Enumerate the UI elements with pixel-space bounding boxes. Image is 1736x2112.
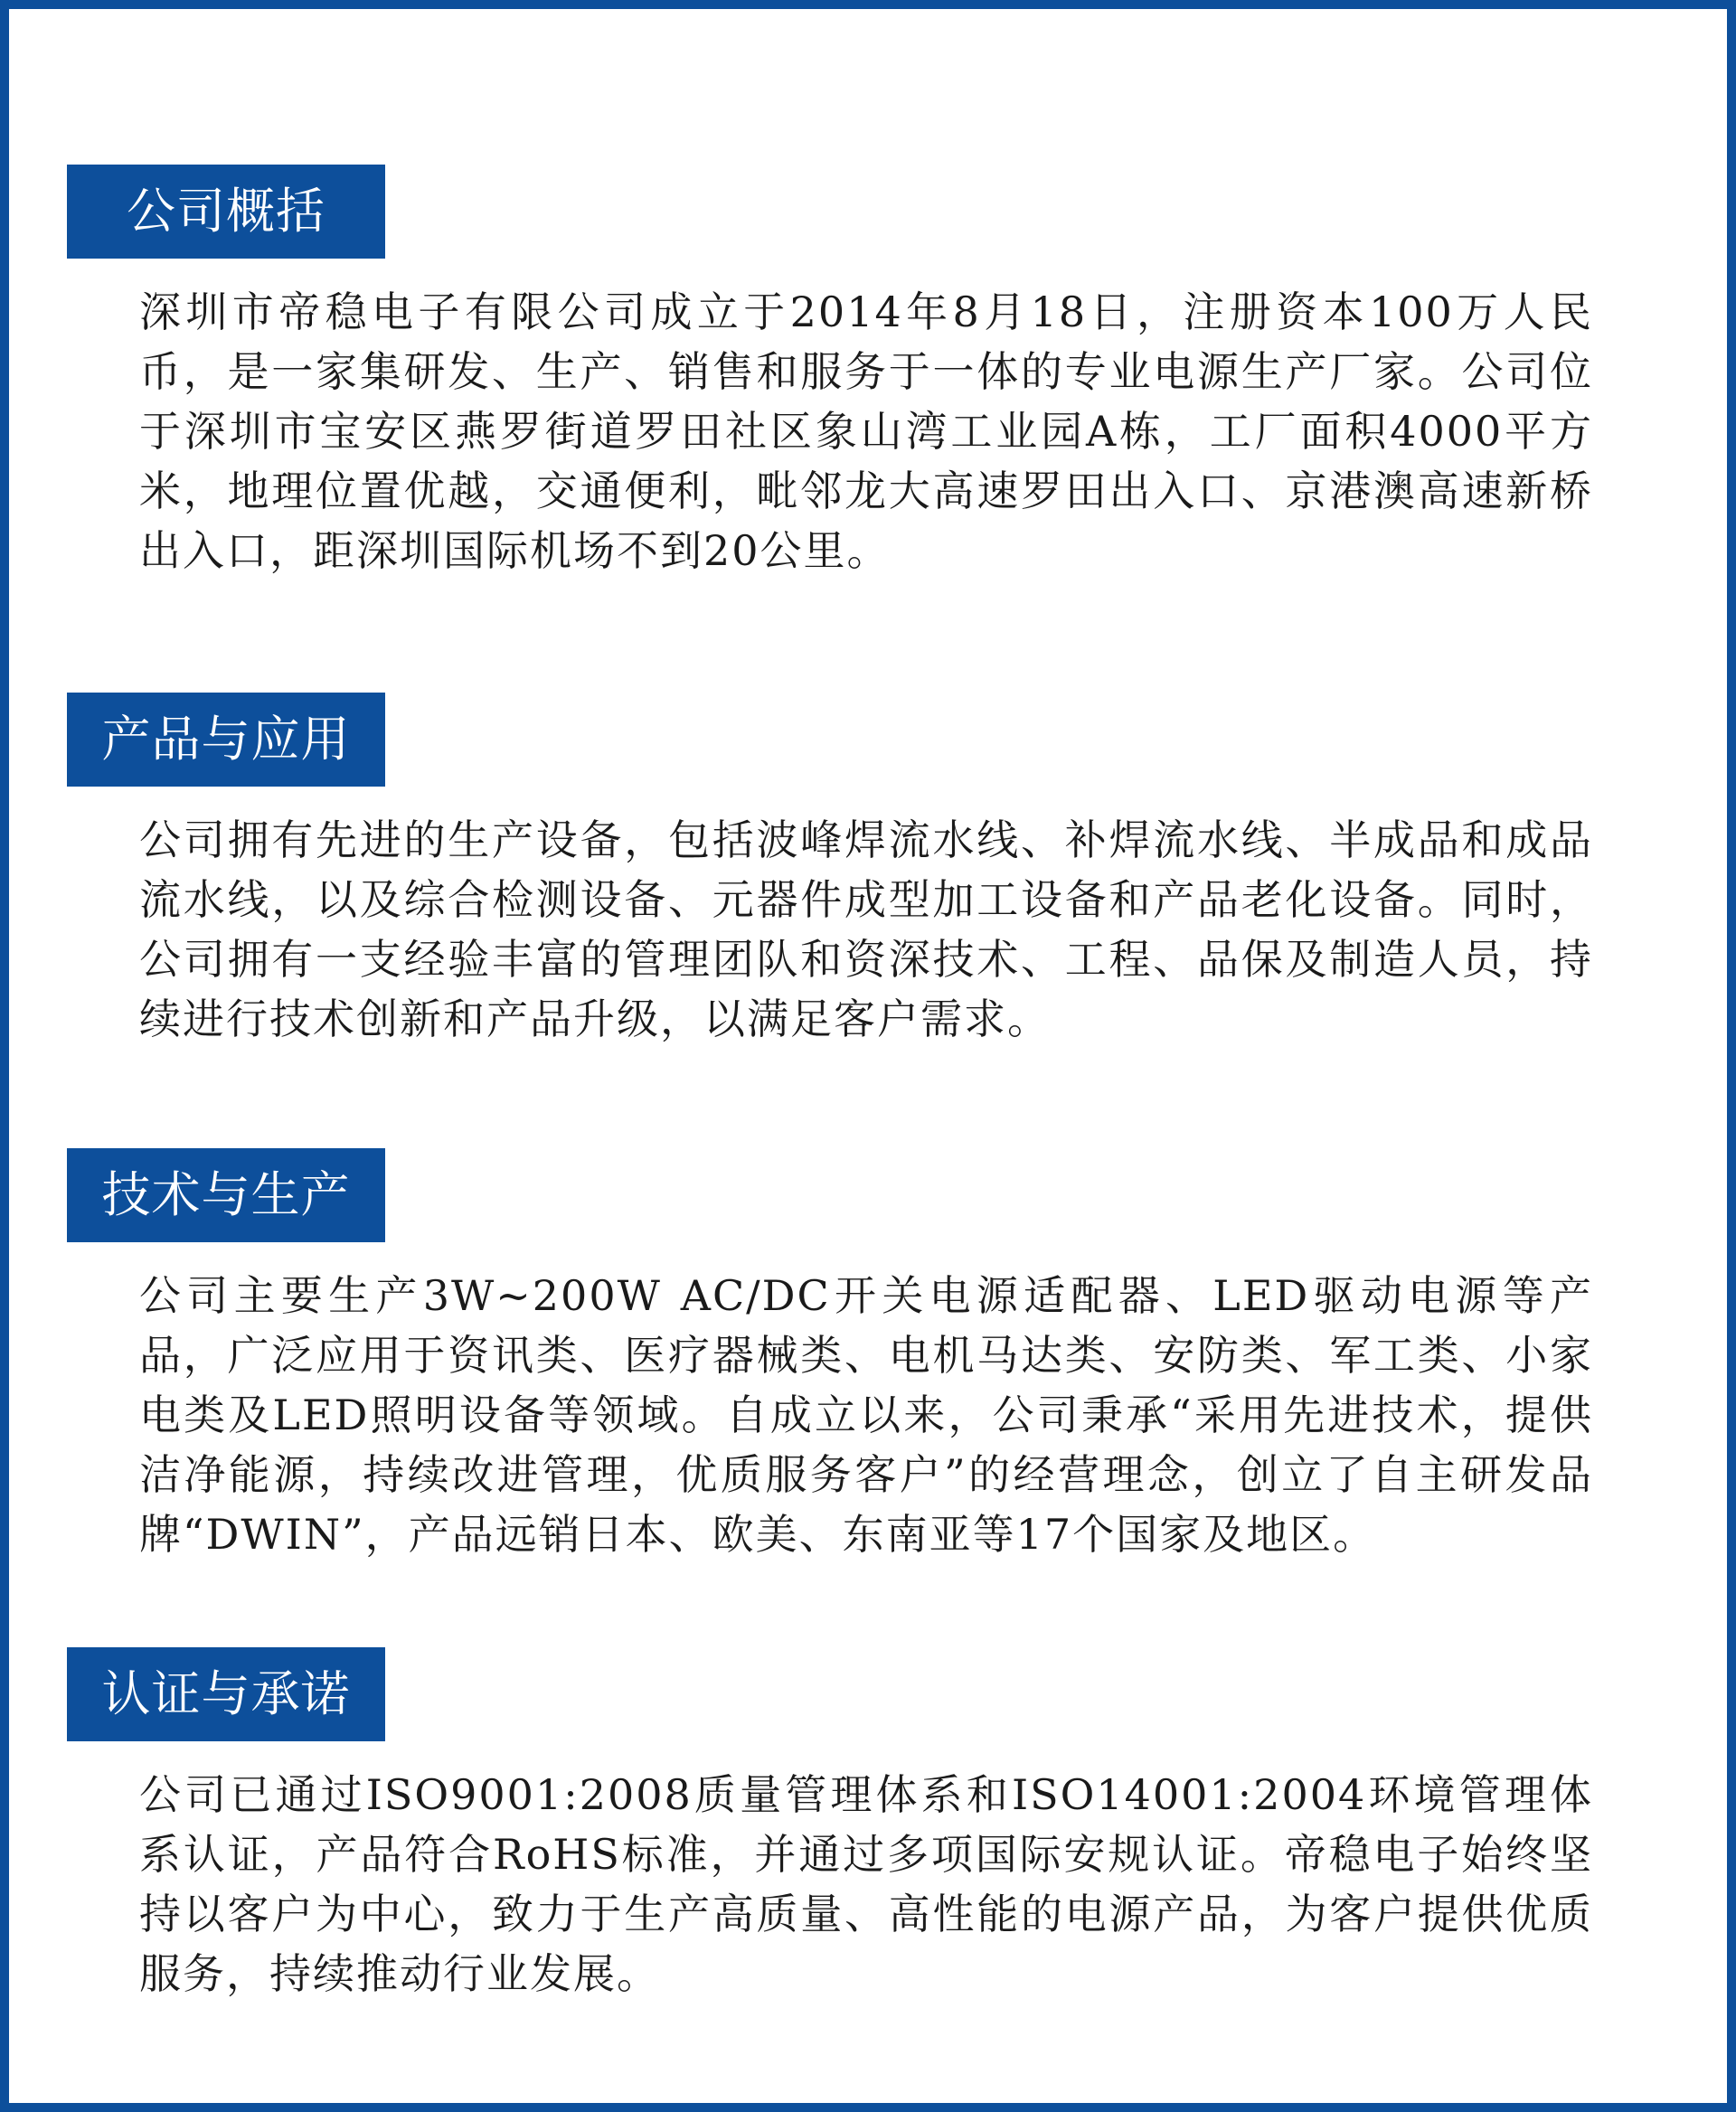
section-products-applications xyxy=(67,693,1604,1049)
section-body: 公司拥有先进的生产设备，包括波峰焊流水线、补焊流水线、半成品和成品流水线，以及综合检测设备、元器件成型加工设备和产品老化设备。同时，公司拥有一支经验丰富的管理团队和资深技术、工程、品保及制造人员，持续进行技术创新和产品升级，以满足客户需求。 xyxy=(139,816,1593,1043)
section-company-overview xyxy=(67,165,1604,580)
section-body: 深圳市帝稳电子有限公司成立于2014年8月18日，注册资本100万人民币，是一家集研发、生产、销售和服务于一体的专业电源生产厂家。公司位于深圳市宝安区燕罗街道罗田社区象山湾工业园A栋，工厂面积4000平方米，地理位置优越，交通便利，毗邻龙大高速罗田出入口、京港澳高速新桥出入口，距深圳国际机场不到20公里。 xyxy=(139,288,1593,575)
section-body: 公司主要生产3W~200W AC/DC开关电源适配器、LED驱动电源等产品，广泛应用于资讯类、医疗器械类、电机马达类、安防类、军工类、小家电类及LED照明设备等领域。自成立以来，公司秉承“采用先进技术，提供洁净能源，持续改进管理，优质服务客户”的经营理念，创立了自主研发品牌“DWIN”，产品远销日本、欧美、东南亚等17个国家及地区。 xyxy=(139,1271,1593,1559)
section-body: 公司已通过ISO9001:2008质量管理体系和ISO14001:2004环境管理体系认证，产品符合RoHS标准，并通过多项国际安规认证。帝稳电子始终坚持以客户为中心，致力于生产高质量、高性能的电源产品，为客户提供优质服务，持续推动行业发展。 xyxy=(139,1770,1593,1998)
section-heading: 认证与承诺 xyxy=(67,1647,385,1741)
section-heading: 技术与生产 xyxy=(67,1148,385,1242)
section-certification-commitment xyxy=(67,1647,1604,2004)
section-heading: 产品与应用 xyxy=(67,693,385,787)
section-heading: 公司概括 xyxy=(67,165,385,259)
section-technology-production xyxy=(67,1148,1604,1564)
